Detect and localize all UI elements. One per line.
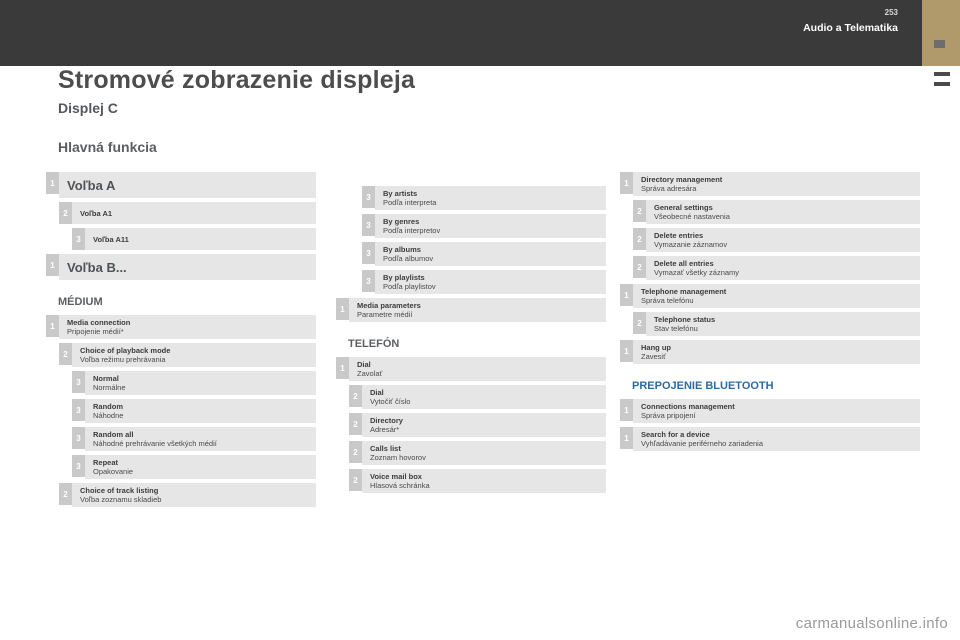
- tree-node: [620, 340, 920, 364]
- group-heading-media: MÉDIUM: [58, 296, 103, 308]
- tree-node-body: [59, 254, 316, 280]
- edge-index-marks: [922, 66, 960, 92]
- edge-mark: [934, 72, 950, 76]
- tree-node-level-badge: 1: [620, 172, 633, 194]
- tree-node-body: [646, 228, 920, 252]
- tree-node-level-badge: 1: [620, 284, 633, 306]
- tree-node-label-en: Random: [93, 402, 123, 411]
- tree-node-label-sk: Náhodné prehrávanie všetkých médií: [93, 439, 217, 448]
- tree-group-media: [46, 315, 316, 507]
- tree-node-label-en: Telephone management: [641, 287, 727, 296]
- tree-node-label-sk: Podľa interpretov: [383, 226, 441, 235]
- tree-node-label-sk: Zavesiť: [641, 352, 666, 361]
- tree-node-level-badge: 3: [72, 427, 85, 449]
- tree-node-label-en: Connections management: [641, 402, 735, 411]
- tree-node: [59, 202, 316, 224]
- tree-group-media-cont: [336, 186, 606, 322]
- tree-node: [362, 186, 606, 210]
- group-heading-telephone: TELEFÓN: [348, 338, 400, 350]
- tree-node: [633, 228, 920, 252]
- tree-node-level-badge: 1: [336, 357, 349, 379]
- tree-node-label-en: Normal: [93, 374, 119, 383]
- tree-node-level-badge: 2: [59, 483, 72, 505]
- edge-mark: [934, 82, 950, 86]
- tree-node-level-badge: 3: [362, 270, 375, 292]
- tree-node-level-badge: 2: [349, 385, 362, 407]
- tree-node-body: [85, 427, 316, 451]
- tree-node-label-en: Directory: [370, 416, 403, 425]
- tree-node-body: [72, 202, 316, 224]
- tree-node-body: [633, 427, 920, 451]
- tree-node-label-sk: Správa telefónu: [641, 296, 694, 305]
- tree-node-label-sk: Adresár*: [370, 425, 400, 434]
- tree-node-label-sk: Podľa playlistov: [383, 282, 436, 291]
- tree-node-level-badge: 3: [72, 371, 85, 393]
- tree-node-label-en: Dial: [370, 388, 384, 397]
- tree-node-level-badge: 1: [620, 340, 633, 362]
- tree-node: [349, 413, 606, 437]
- tree-node-body: [362, 441, 606, 465]
- tree-node-label-en: Voľba B...: [67, 259, 127, 275]
- tree-node-label-en: Directory management: [641, 175, 723, 184]
- tree-node-label-en: Search for a device: [641, 430, 710, 439]
- tree-node: [72, 228, 316, 250]
- tree-node: [633, 256, 920, 280]
- tree-node-label-en: Calls list: [370, 444, 401, 453]
- tree-node-body: [375, 270, 606, 294]
- watermark: carmanualsonline.info: [795, 615, 948, 632]
- tree-node-level-badge: 1: [46, 172, 59, 194]
- tree-node-level-badge: 3: [72, 455, 85, 477]
- tree-node: [349, 385, 606, 409]
- tree-node-label-en: Choice of track listing: [80, 486, 159, 495]
- tree-node: [46, 172, 316, 198]
- tree-node: [620, 427, 920, 451]
- tree-node: [349, 469, 606, 493]
- tree-node-body: [375, 214, 606, 238]
- tree-node-label-sk: Stav telefónu: [654, 324, 698, 333]
- tree-node: [633, 312, 920, 336]
- tree-node-label-en: By albums: [383, 245, 421, 254]
- tree-node-body: [633, 399, 920, 423]
- tree-node: [620, 399, 920, 423]
- tree-node-label-sk: Normálne: [93, 383, 126, 392]
- tree-node-label-sk: Vytočiť číslo: [370, 397, 411, 406]
- tree-node: [336, 298, 606, 322]
- tree-node-body: [633, 172, 920, 196]
- tree-node-body: [375, 186, 606, 210]
- tree-node-label-sk: Voľba zoznamu skladieb: [80, 495, 162, 504]
- tree-node-level-badge: 1: [46, 315, 59, 337]
- tree-node-label-sk: Všeobecné nastavenia: [654, 212, 730, 221]
- tree-node: [72, 455, 316, 479]
- tree-node-level-badge: 2: [633, 228, 646, 250]
- tree-node-label-en: Voľba A1: [80, 208, 113, 218]
- tree-node: [72, 399, 316, 423]
- page-header: [0, 0, 960, 66]
- tree-column-3: [620, 172, 920, 455]
- tree-node-level-badge: 1: [620, 427, 633, 449]
- tree-node-label-en: Dial: [357, 360, 371, 369]
- tree-node: [59, 483, 316, 507]
- tree-node: [620, 172, 920, 196]
- tree-node-body: [85, 228, 316, 250]
- tree-node-label-en: Delete entries: [654, 231, 704, 240]
- tree-node-level-badge: 2: [349, 413, 362, 435]
- tree-node-body: [362, 413, 606, 437]
- tree-node-label-en: By playlists: [383, 273, 425, 282]
- tree-node-level-badge: 2: [633, 312, 646, 334]
- tree-node-label-en: Random all: [93, 430, 134, 439]
- tree-node-body: [362, 385, 606, 409]
- tree-node-level-badge: 1: [336, 298, 349, 320]
- tree-node-label-en: By genres: [383, 217, 420, 226]
- page-number: 253: [884, 8, 898, 17]
- tree-node: [349, 441, 606, 465]
- tree-node: [72, 427, 316, 451]
- tree-node-level-badge: 3: [362, 242, 375, 264]
- tree-node-label-en: By artists: [383, 189, 418, 198]
- tree-node-label-sk: Náhodne: [93, 411, 124, 420]
- tree-node-label-sk: Opakovanie: [93, 467, 134, 476]
- section-heading: Hlavná funkcia: [58, 139, 157, 155]
- tree-node-label-en: Hang up: [641, 343, 671, 352]
- group-heading-bluetooth: PREPOJENIE BLUETOOTH: [632, 380, 774, 392]
- tree-node-body: [375, 242, 606, 266]
- tree-node: [620, 284, 920, 308]
- tree-node-body: [59, 172, 316, 198]
- tree-node-label-en: Telephone status: [654, 315, 716, 324]
- tree-node-body: [72, 483, 316, 507]
- tree-node-label-sk: Voľba režimu prehrávania: [80, 355, 166, 364]
- tree-node-body: [349, 357, 606, 381]
- tree-node-body: [646, 256, 920, 280]
- tree-node: [46, 254, 316, 280]
- tree-node: [362, 214, 606, 238]
- tree-group-telephone-cont: [620, 172, 920, 364]
- tree-group-main-function: [46, 172, 316, 280]
- tree-node-label-en: Voice mail box: [370, 472, 422, 481]
- tree-node-level-badge: 3: [362, 214, 375, 236]
- tree-node-label-sk: Parametre médií: [357, 310, 413, 319]
- tree-node-level-badge: 3: [72, 228, 85, 250]
- tree-group-bluetooth: [620, 399, 920, 451]
- tree-node: [336, 357, 606, 381]
- tree-node-level-badge: 2: [633, 200, 646, 222]
- tree-node-body: [85, 371, 316, 395]
- tree-node: [46, 315, 316, 339]
- tree-node-level-badge: 2: [633, 256, 646, 278]
- tree-node-level-badge: 1: [620, 399, 633, 421]
- tree-node-level-badge: 3: [362, 186, 375, 208]
- tree-node: [362, 270, 606, 294]
- tree-node-label-en: Media parameters: [357, 301, 421, 310]
- tree-node-label-sk: Vymazať všetky záznamy: [654, 268, 740, 277]
- tree-node-label-sk: Podľa interpreta: [383, 198, 437, 207]
- tree-node-label-sk: Zavolať: [357, 369, 383, 378]
- tree-node-label-en: Media connection: [67, 318, 131, 327]
- tree-node: [633, 200, 920, 224]
- tree-column-2: [336, 186, 606, 497]
- tree-node-level-badge: 2: [59, 202, 72, 224]
- tree-node-label-sk: Vyhľadávanie periférneho zariadenia: [641, 439, 763, 448]
- tree-node-label-en: Choice of playback mode: [80, 346, 171, 355]
- tree-node-label-sk: Správa pripojení: [641, 411, 696, 420]
- tab-marker-icon: [934, 40, 945, 48]
- tree-node-level-badge: 3: [72, 399, 85, 421]
- page-subtitle: Displej C: [58, 100, 118, 116]
- tree-node-label-sk: Správa adresára: [641, 184, 697, 193]
- tree-node-body: [646, 200, 920, 224]
- tree-column-1: [46, 172, 316, 511]
- section-title: Audio a Telematika: [803, 22, 898, 34]
- tree-node-level-badge: 2: [349, 469, 362, 491]
- tree-node-body: [85, 455, 316, 479]
- tree-node-label-sk: Vymazanie záznamov: [654, 240, 728, 249]
- tree-node-label-sk: Zoznam hovorov: [370, 453, 426, 462]
- tree-node-body: [633, 340, 920, 364]
- tree-node-label-en: Voľba A: [67, 177, 116, 193]
- tree-node-level-badge: 1: [46, 254, 59, 276]
- tree-node-level-badge: 2: [59, 343, 72, 365]
- page-title: Stromové zobrazenie displeja: [58, 66, 416, 94]
- tree-node-label-sk: Podľa albumov: [383, 254, 434, 263]
- tree-node-body: [85, 399, 316, 423]
- tree-node: [72, 371, 316, 395]
- tree-node-body: [646, 312, 920, 336]
- tree-node-label-sk: Pripojenie médií*: [67, 327, 124, 336]
- tree-node-body: [72, 343, 316, 367]
- tree-node-label-en: Repeat: [93, 458, 119, 467]
- tree-node-label-en: Delete all entries: [654, 259, 714, 268]
- tree-node-body: [349, 298, 606, 322]
- tree-node-body: [59, 315, 316, 339]
- tree-node-body: [633, 284, 920, 308]
- tree-node-level-badge: 2: [349, 441, 362, 463]
- tree-group-telephone: [336, 357, 606, 493]
- tree-node-body: [362, 469, 606, 493]
- tree-node-label-sk: Hlasová schránka: [370, 481, 430, 490]
- tree-node: [59, 343, 316, 367]
- tree-node-label-en: General settings: [654, 203, 713, 212]
- tree-node: [362, 242, 606, 266]
- chapter-tab: [922, 0, 960, 66]
- tree-node-label-en: Voľba A11: [93, 234, 129, 244]
